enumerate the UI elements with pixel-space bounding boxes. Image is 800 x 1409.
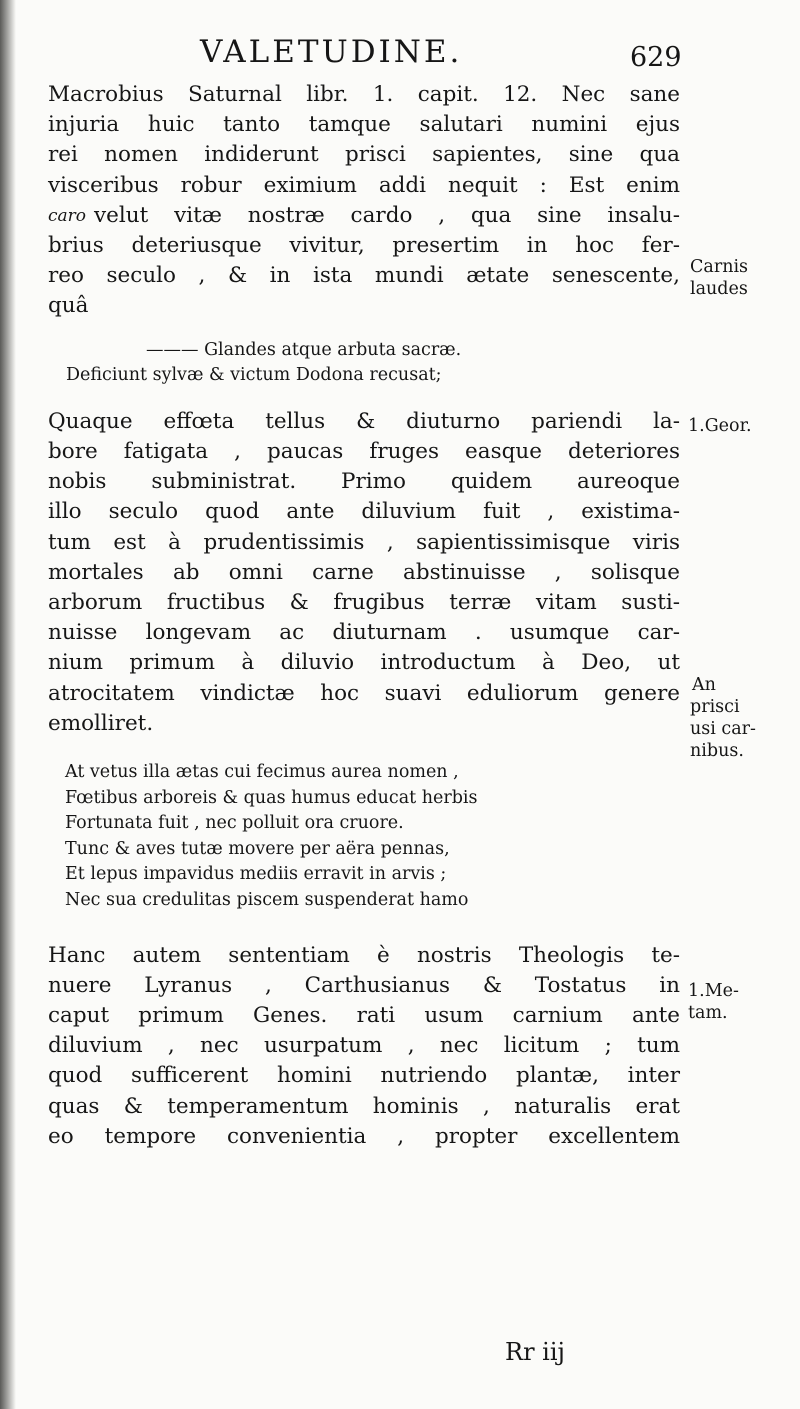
text-line: rei nomen indiderunt prisci sapientes, sine qua: [48, 142, 680, 168]
text-line: [48, 201, 680, 231]
margin-note-line: laudes: [690, 279, 748, 299]
text-line: quod sufficerent homini nutriendo plantæ, inter: [48, 1063, 680, 1089]
margin-note-carnis-laudes: [690, 256, 748, 300]
verse-quote-2: [65, 760, 680, 914]
text-line: Quaque effœta tellus & diuturno pariendi la-: [48, 408, 680, 434]
text-line: atrocitatem vindictæ hoc suavi eduliorum genere: [48, 680, 680, 706]
paragraph-3: [48, 941, 680, 1152]
margin-note-line: tam.: [688, 1003, 728, 1023]
text-line: nium primum à diluvio introductum à Deo, ut: [48, 650, 680, 676]
margin-note-line: usi car-: [690, 719, 756, 739]
text-line: brius deteriusque vivitur, presertim in hoc fer-: [48, 233, 680, 259]
page-number: 629: [630, 42, 682, 73]
verse-line: Nec sua credulitas piscem suspenderat hamo: [65, 890, 469, 911]
paragraph-2: [48, 407, 680, 739]
margin-note-line: nibus.: [690, 741, 744, 761]
margin-note-line: An: [692, 675, 716, 695]
text-line: arborum fructibus & frugibus terræ vitam susti-: [48, 590, 680, 616]
text-line: visceribus robur eximium addi nequit : Est enim: [48, 172, 680, 198]
text-line: caput primum Genes. rati usum carnium ante: [48, 1003, 680, 1029]
margin-note-metamorphoses: [688, 980, 739, 1024]
text-line: bore fatigata , paucas fruges easque deteriores: [48, 439, 680, 465]
text-line: tum est à prudentissimis , sapientissimisque viris: [48, 529, 680, 555]
text-line: quas & temperamentum hominis , naturalis erat: [48, 1093, 680, 1119]
verse-line: Et lepus impavidus mediis erravit in arvis ;: [65, 864, 447, 885]
page-header: [0, 34, 800, 84]
text-line: Macrobius Saturnal libr. 1. capit. 12. Nec sane: [48, 82, 680, 107]
text-line: eo tempore convenientia , propter excellentem: [48, 1123, 680, 1149]
paragraph-1: [48, 80, 680, 322]
verse-line: Fortunata fuit , nec polluit ora cruore.: [65, 813, 404, 834]
text-line: nuisse longevam ac diuturnam . usumque car-: [48, 620, 680, 646]
page-gutter-shadow: [0, 0, 16, 1409]
text-line: diluvium , nec usurpatum , nec licitum ; tum: [48, 1033, 680, 1059]
verse-line: Fœtibus arboreis & quas humus educat herbis: [65, 787, 478, 808]
margin-note-line: 1.Geor.: [688, 416, 752, 436]
text-line: mortales ab omni carne abstinuisse , solisque: [48, 559, 680, 585]
text-line: quâ: [48, 293, 89, 319]
verse-line: ——— Glandes atque arbuta sacræ.: [146, 339, 462, 360]
italic-word: caro: [48, 205, 87, 226]
text-line: illo seculo quod ante diluvium fuit , existima-: [48, 499, 680, 525]
margin-note-line: Carnis: [690, 257, 749, 277]
margin-note-line: prisci: [690, 697, 740, 717]
margin-note-an-prisci: [690, 674, 756, 762]
text-line: injuria huic tanto tamque salutari numini ejus: [48, 112, 680, 138]
margin-note-georgics: [688, 415, 752, 437]
verse-quote-1: [66, 338, 680, 389]
text-line: Hanc autem sententiam è nostris Theologis te-: [48, 942, 680, 968]
main-text: [48, 80, 680, 1152]
text-line: nobis subministrat. Primo quidem aureoque: [48, 469, 680, 495]
text-line: emolliret.: [48, 710, 154, 736]
verse-line: At vetus illa ætas cui fecimus aurea nomen ,: [65, 762, 459, 783]
verse-line: Deficiunt sylvæ & victum Dodona recusat;: [66, 365, 442, 386]
running-title: VALETUDINE.: [200, 34, 463, 70]
text-line-rest: velut vitæ nostræ cardo , qua sine insalu-: [94, 202, 680, 228]
text-line: nuere Lyranus , Carthusianus & Tostatus in: [48, 972, 680, 998]
text-line: reo seculo , & in ista mundi ætate senescente,: [48, 263, 680, 289]
margin-note-line: 1.Me-: [688, 981, 739, 1001]
verse-line: Tunc & aves tutæ movere per aëra pennas,: [65, 838, 450, 859]
printer-signature-mark: Rr iij: [505, 1338, 565, 1366]
